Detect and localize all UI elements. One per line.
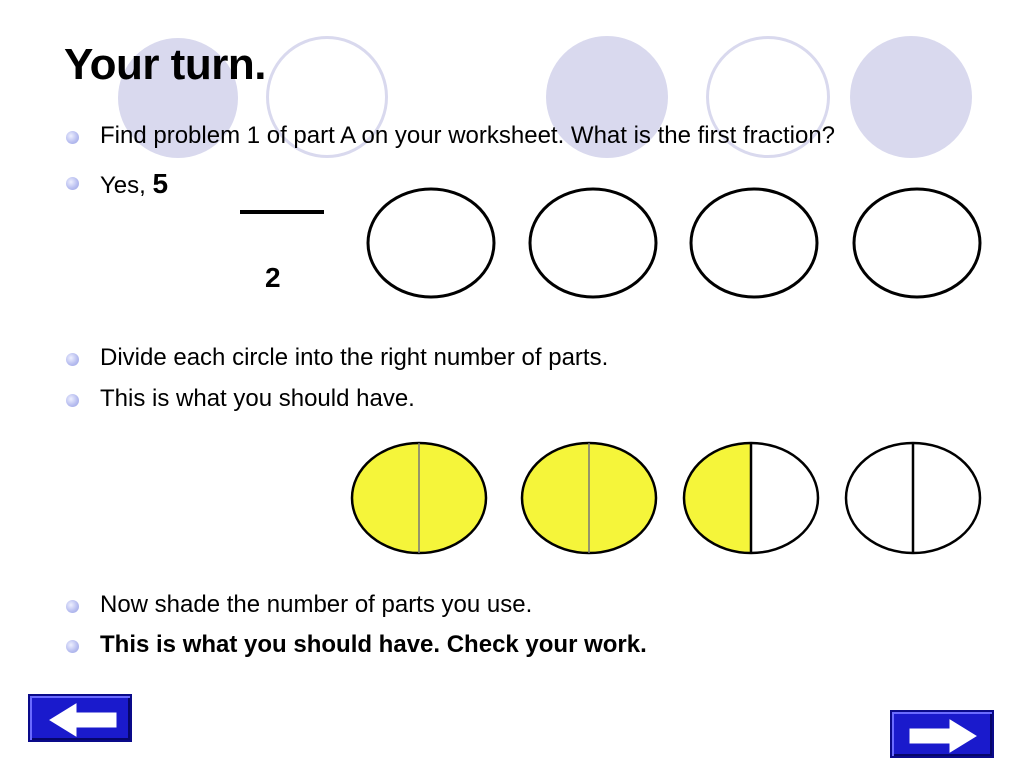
empty-circle-2 (530, 189, 656, 297)
fraction-denominator: 2 (265, 262, 281, 293)
forward-button[interactable] (890, 710, 994, 758)
slide-title: Your turn. (64, 40, 266, 89)
empty-circle-4 (854, 189, 980, 297)
divided-circle-1 (352, 443, 486, 553)
bullet-dot (66, 640, 79, 653)
bullet-dot (66, 353, 79, 366)
bullet-text: Divide each circle into the right number of parts. (100, 344, 609, 371)
circle-shaded-half (684, 443, 751, 553)
circle-empty-half (751, 443, 818, 553)
empty-circle-3 (691, 189, 817, 297)
bullet-dot (66, 600, 79, 613)
bullet-text: Find problem 1 of part A on your worksheet. What is the first fraction? (100, 122, 836, 149)
divided-circle-4 (846, 443, 980, 553)
divided-circle-2 (522, 443, 656, 553)
bullet-text: Yes, (100, 172, 153, 199)
divided-circle-3 (684, 443, 818, 553)
back-button[interactable] (28, 694, 132, 742)
fraction-numerator: 5 (152, 168, 169, 199)
right-arrow-icon (892, 712, 996, 760)
left-arrow-icon (30, 696, 134, 744)
bullet-text: This is what you should have. (100, 385, 415, 412)
empty-circle-1 (368, 189, 494, 297)
bullet-text: This is what you should have. Check your work. (100, 631, 647, 658)
bullet-text: Now shade the number of parts you use. (100, 591, 533, 618)
bullet-dot (66, 394, 79, 407)
